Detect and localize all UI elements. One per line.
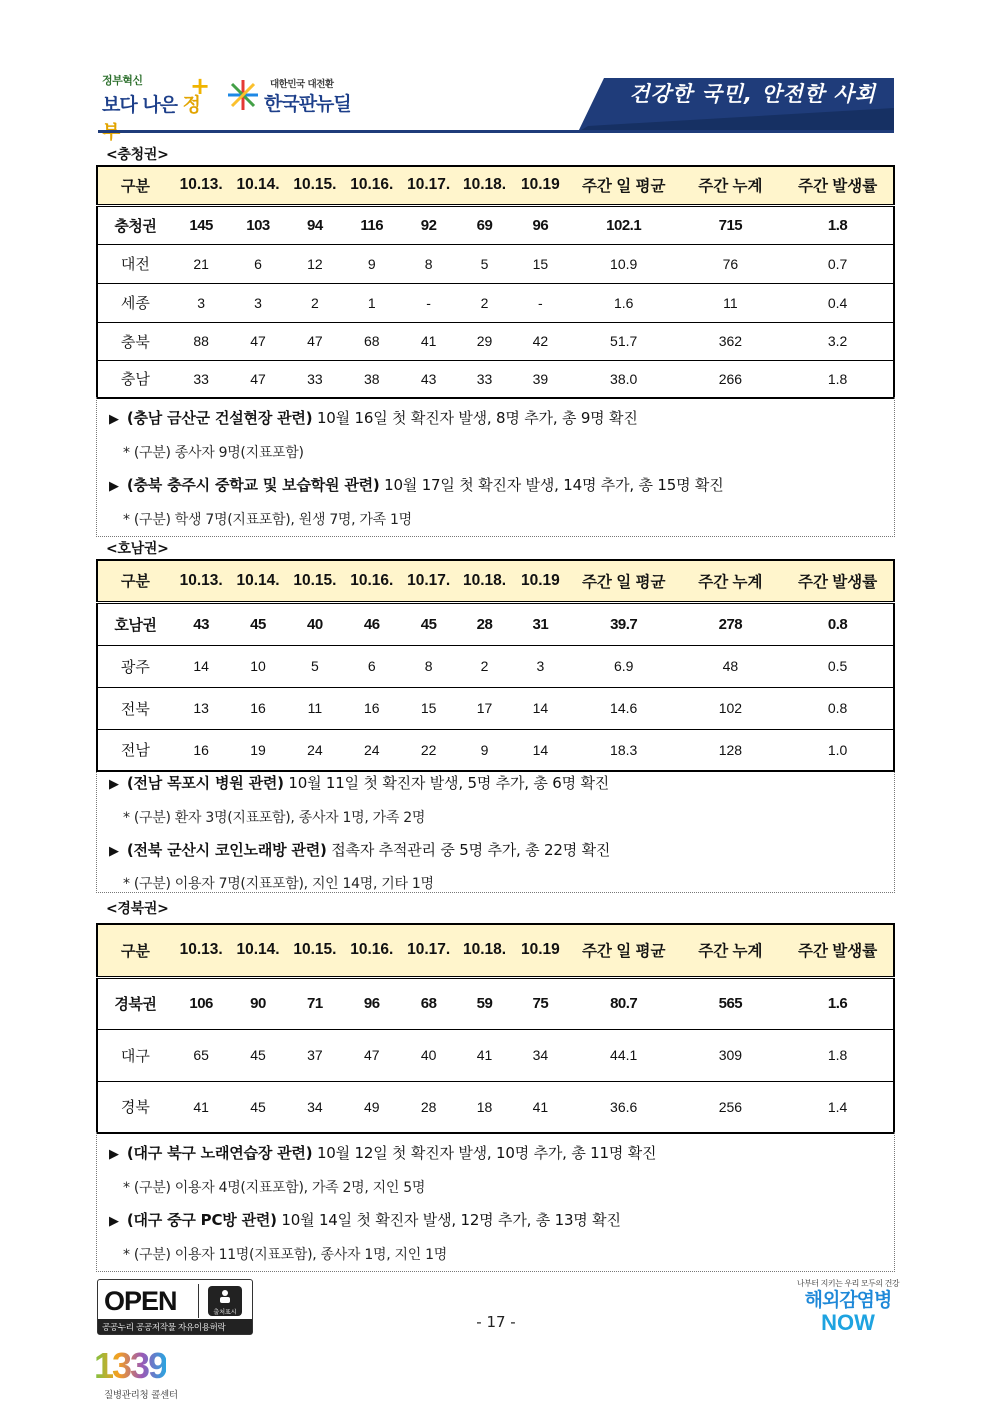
cell: 12: [307, 255, 323, 272]
cell: 38: [363, 370, 380, 387]
cell: 68: [363, 333, 380, 349]
cell: 5: [310, 658, 319, 674]
cell: 1.0: [827, 741, 848, 758]
cell: 0.5: [827, 658, 848, 674]
triangle-bullet-icon: ▶: [109, 777, 119, 792]
attribution-person-icon: [208, 1286, 242, 1316]
cell: 266: [718, 370, 743, 387]
table-honam: [96, 559, 895, 772]
cell: 1.6: [827, 995, 848, 1012]
cell: -: [538, 294, 543, 311]
cell: 34: [307, 1098, 323, 1115]
cell: 92: [420, 216, 437, 234]
cell: 1.8: [827, 1047, 848, 1063]
plus-icon: +: [190, 72, 211, 100]
section-label-gyeongbuk: <경북권>: [106, 901, 169, 917]
cell: 71: [307, 995, 323, 1012]
logo1-big-a: 보다 나은: [102, 94, 178, 116]
cell: 102.1: [606, 216, 642, 234]
cell-region: 전남: [120, 742, 150, 760]
cell: 128: [718, 741, 743, 758]
note-title: (충남 금산군 건설현장 관련): [126, 409, 313, 427]
hotline-digits: 1339: [94, 1345, 167, 1386]
note-title: (충북 충주시 중학교 및 보습학원 관련): [126, 476, 380, 494]
page-number: - 17 -: [476, 1313, 516, 1331]
col-header: 10.19: [512, 166, 569, 205]
cell: 45: [420, 615, 437, 633]
table-row: [97, 645, 894, 687]
cell: 11: [723, 294, 738, 311]
logo2-big-text: 한국판뉴딜: [264, 93, 351, 115]
logo1-small-text: 정부혁신: [102, 74, 143, 87]
cell: 116: [360, 216, 384, 234]
cell: 3: [254, 294, 262, 311]
cell: 18.3: [610, 741, 638, 758]
cell: 46: [363, 615, 380, 633]
cell: 43: [193, 615, 209, 633]
logo2-small-text: 대한민국 대전환: [270, 79, 334, 90]
cell: 28: [476, 615, 493, 633]
cell: 45: [250, 1047, 266, 1063]
note-item: [109, 474, 724, 495]
cell: 15: [420, 700, 437, 716]
cell: 41: [193, 1098, 209, 1115]
overseas-tagline: 나부터 지키는 우리 모두의 건강: [796, 1279, 900, 1288]
triangle-bullet-icon: ▶: [109, 412, 119, 427]
table-row-total: [97, 602, 894, 645]
col-header: 10.14.: [230, 560, 287, 602]
slogan-text: 건강한 국민, 안전한 사회: [629, 82, 876, 106]
cell: 8: [424, 255, 433, 272]
cell-region: 전북: [120, 700, 150, 718]
cell: 19: [250, 741, 266, 758]
table-gyeongbuk: [96, 923, 895, 1134]
cell: 47: [363, 1047, 380, 1063]
header-divider: [98, 130, 894, 133]
cell: 256: [718, 1098, 743, 1115]
cell: 51.7: [610, 333, 638, 349]
table-row-total: [97, 977, 894, 1029]
cell: 75: [532, 995, 549, 1012]
overseas-title: 해외감염병: [804, 1289, 892, 1311]
table-chungcheong: [96, 165, 895, 399]
note-item: [109, 407, 638, 428]
col-header: 10.13.: [173, 924, 230, 977]
cell: 3.2: [827, 333, 848, 349]
cell: 5: [480, 255, 489, 272]
cell: 42: [532, 333, 549, 349]
note-text: 10월 17일 첫 확진자 발생, 14명 추가, 총 15명 확진: [379, 476, 724, 494]
cell: 39: [532, 370, 549, 387]
note-detail: * (구분) 이용자 7명(지표포함), 지인 14명, 기타 1명: [123, 876, 434, 892]
cell: 14: [193, 658, 209, 674]
cell: 1.8: [827, 216, 848, 234]
col-header: 주간 발생률: [782, 166, 894, 205]
cell: 47: [307, 333, 323, 349]
col-header: 주간 누계: [679, 166, 783, 205]
triangle-bullet-icon: ▶: [109, 479, 119, 494]
col-header: 주간 일 평균: [569, 924, 679, 977]
cell: 34: [532, 1047, 549, 1063]
cell: 0.4: [827, 294, 848, 311]
cell: 21: [193, 255, 209, 272]
cell: 44.1: [610, 1047, 638, 1063]
cell-region: 충청권: [114, 217, 157, 235]
cell: 13: [193, 700, 209, 716]
cell: 0.7: [827, 255, 848, 272]
col-header: 10.14.: [230, 924, 287, 977]
cell: 96: [363, 995, 380, 1012]
triangle-bullet-icon: ▶: [109, 1214, 119, 1229]
note-text: 접촉자 추적관리 중 5명 추가, 총 22명 확진: [326, 841, 611, 859]
section-label-honam: <호남권>: [106, 541, 169, 557]
cell: 1.4: [827, 1098, 848, 1115]
col-header: 10.15.: [286, 166, 343, 205]
cell: 6.9: [613, 658, 634, 674]
cell: 65: [193, 1047, 209, 1063]
cell: 37: [307, 1047, 323, 1063]
note-detail: * (구분) 종사자 9명(지표포함): [123, 445, 304, 461]
triangle-bullet-icon: ▶: [109, 844, 119, 859]
note-text: 10월 12일 첫 확진자 발생, 10명 추가, 총 11명 확진: [312, 1144, 657, 1162]
col-header: 10.17.: [400, 924, 457, 977]
col-header: 10.17.: [400, 560, 457, 602]
cell: 3: [536, 658, 545, 674]
hotline-label: 질병관리청 콜센터: [104, 1390, 178, 1401]
col-header: 10.15.: [286, 560, 343, 602]
cell-region: 세종: [120, 295, 150, 312]
note-text: 10월 11일 첫 확진자 발생, 5명 추가, 총 6명 확진: [283, 774, 610, 792]
page-header: [98, 64, 894, 134]
cell-region: 광주: [120, 658, 150, 676]
cell: 18: [476, 1098, 493, 1115]
cell: 88: [193, 333, 209, 349]
cell: 2: [480, 658, 489, 674]
cell-region: 경북권: [114, 996, 157, 1013]
cell-region: 경북: [120, 1099, 150, 1117]
note-detail: * (구분) 환자 3명(지표포함), 종사자 1명, 가족 2명: [123, 810, 426, 826]
col-header: 10.13.: [173, 166, 230, 205]
note-title: (대구 중구 PC방 관련): [126, 1211, 277, 1229]
col-header: 10.16.: [343, 166, 400, 205]
attribution-label: 출처표시: [213, 1309, 237, 1316]
cell: 47: [250, 333, 266, 349]
table-row: [97, 1029, 894, 1081]
note-item: [109, 772, 609, 793]
col-header: 10.18.: [457, 560, 512, 602]
korean-new-deal-logo: [226, 76, 366, 122]
cell: -: [426, 294, 431, 311]
cell: 28: [420, 1098, 437, 1115]
col-header: 주간 누계: [679, 560, 783, 602]
cell: 6: [367, 658, 376, 674]
cell: 14: [532, 700, 549, 716]
cell: 41: [476, 1047, 493, 1063]
cell: 24: [363, 741, 380, 758]
cell: 90: [250, 995, 266, 1012]
cell: 9: [367, 255, 376, 272]
note-detail: * (구분) 이용자 11명(지표포함), 종사자 1명, 지인 1명: [123, 1247, 447, 1263]
cell: 1.6: [613, 294, 634, 311]
col-header: 주간 발생률: [782, 560, 894, 602]
cell: 22: [420, 741, 437, 758]
col-header: 10.19: [512, 924, 569, 977]
cell: 80.7: [610, 995, 638, 1012]
open-label: OPEN: [104, 1286, 177, 1316]
table-row: [97, 687, 894, 729]
cell-region: 충북: [120, 333, 150, 351]
note-detail: * (구분) 이용자 4명(지표포함), 가족 2명, 지인 5명: [123, 1180, 426, 1196]
cell: 41: [420, 333, 437, 349]
cell: 49: [363, 1098, 380, 1115]
cell: 2: [310, 294, 319, 311]
note-item: [109, 839, 610, 860]
cell: 69: [476, 216, 493, 234]
cell: 3: [197, 294, 206, 311]
cell: 68: [420, 995, 437, 1012]
table-row-total: [97, 205, 894, 244]
col-header: 10.18.: [457, 166, 512, 205]
col-header: 10.15.: [286, 924, 343, 977]
cell: 31: [532, 615, 549, 633]
cell: 278: [718, 615, 743, 633]
col-header: 구분: [97, 166, 173, 205]
cell: 96: [532, 216, 549, 234]
note-item: [109, 1209, 621, 1230]
cell: 565: [718, 995, 743, 1012]
table-header-row: [97, 166, 894, 205]
cell-region: 충남: [120, 371, 150, 389]
cell: 45: [250, 1098, 266, 1115]
cell: 14: [532, 741, 549, 758]
table-row: [97, 729, 894, 771]
table-row: [97, 283, 894, 322]
cell: 106: [189, 995, 213, 1012]
cell: 94: [307, 216, 323, 234]
cell: 40: [420, 1047, 437, 1063]
notes-gyeongbuk: [96, 1132, 895, 1272]
col-header: 10.17.: [400, 166, 457, 205]
table-header-row: [97, 924, 894, 977]
cell: 6: [254, 255, 262, 272]
cell: 102: [718, 700, 743, 716]
cell: 16: [250, 700, 266, 716]
note-detail: * (구분) 학생 7명(지표포함), 원생 7명, 가족 1명: [123, 512, 412, 528]
cell: 45: [250, 615, 266, 633]
cell: 29: [476, 333, 493, 349]
col-header: 주간 일 평균: [569, 166, 679, 205]
table-row: [97, 322, 894, 360]
cell: 33: [193, 370, 209, 387]
overseas-now: NOW: [821, 1310, 875, 1335]
cell: 11: [307, 700, 323, 716]
cell: 17: [476, 700, 493, 716]
cell: 40: [307, 615, 323, 633]
note-title: (전남 목포시 병원 관련): [126, 774, 284, 792]
col-header: 10.19: [512, 560, 569, 602]
col-header: 10.18.: [457, 924, 512, 977]
person-icon: [218, 1289, 232, 1303]
cell: 33: [307, 370, 323, 387]
table-header-row: [97, 560, 894, 602]
cell: 10: [250, 658, 266, 674]
cell-region: 대구: [120, 1047, 150, 1065]
cell: 2: [480, 294, 489, 311]
cell: 0.8: [827, 615, 848, 633]
cell: 309: [718, 1047, 743, 1063]
notes-honam: [96, 772, 895, 893]
note-text: 10월 14일 첫 확진자 발생, 12명 추가, 총 13명 확진: [276, 1211, 621, 1229]
cell: 16: [363, 700, 380, 716]
note-item: [109, 1142, 656, 1163]
col-header: 10.16.: [343, 560, 400, 602]
triangle-bullet-icon: ▶: [109, 1147, 119, 1162]
col-header: 주간 일 평균: [569, 560, 679, 602]
section-label-chungcheong: <충청권>: [106, 147, 169, 163]
cell: 39.7: [610, 615, 638, 633]
cell: 103: [246, 216, 270, 234]
note-text: 10월 16일 첫 확진자 발생, 8명 추가, 총 9명 확진: [312, 409, 638, 427]
logo1-big-b: 정: [182, 94, 201, 116]
cell-region: 호남권: [114, 616, 157, 634]
cell: 9: [480, 741, 489, 758]
cell: 59: [476, 995, 493, 1012]
table-row: [97, 244, 894, 283]
overseas-infection-now-logo: [796, 1278, 900, 1338]
cell: 14.6: [610, 700, 638, 716]
cell: 1: [367, 294, 376, 311]
cell: 76: [722, 255, 739, 272]
table-row: [97, 1081, 894, 1133]
cell: 16: [193, 741, 209, 758]
notes-chungcheong: [96, 397, 895, 537]
col-header: 주간 누계: [679, 924, 783, 977]
cell-region: 대전: [120, 256, 150, 273]
cell: 15: [532, 255, 549, 272]
open-sub-text: 공공누리 공공저작물 자유이용허락: [98, 1319, 252, 1334]
cell: 1.8: [827, 370, 848, 387]
col-header: 구분: [97, 924, 173, 977]
cell: 145: [189, 216, 213, 234]
cell: 38.0: [610, 370, 638, 387]
note-title: (대구 북구 노래연습장 관련): [126, 1144, 313, 1162]
cell: 0.8: [827, 700, 848, 716]
col-header: 10.16.: [343, 924, 400, 977]
new-deal-star-icon: [226, 78, 260, 112]
cell: 10.9: [610, 255, 638, 272]
col-header: 10.14.: [230, 166, 287, 205]
col-header: 주간 발생률: [782, 924, 894, 977]
cell: 33: [476, 370, 493, 387]
hotline-number: [94, 1345, 204, 1387]
kdca-1339-logo: [94, 1345, 204, 1403]
col-header: 구분: [97, 560, 173, 602]
col-header: 10.13.: [173, 560, 230, 602]
gov-innovation-logo: [102, 72, 211, 122]
note-title: (전북 군산시 코인노래방 관련): [126, 841, 327, 859]
cell: 43: [420, 370, 437, 387]
cell: 47: [250, 370, 266, 387]
cell: 36.6: [610, 1098, 638, 1115]
table-row: [97, 360, 894, 398]
cell: 8: [424, 658, 433, 674]
cell: 362: [718, 333, 743, 349]
cell: 48: [722, 658, 739, 674]
cell: 41: [532, 1098, 549, 1115]
cell: 715: [718, 216, 743, 234]
cell: 24: [307, 741, 323, 758]
